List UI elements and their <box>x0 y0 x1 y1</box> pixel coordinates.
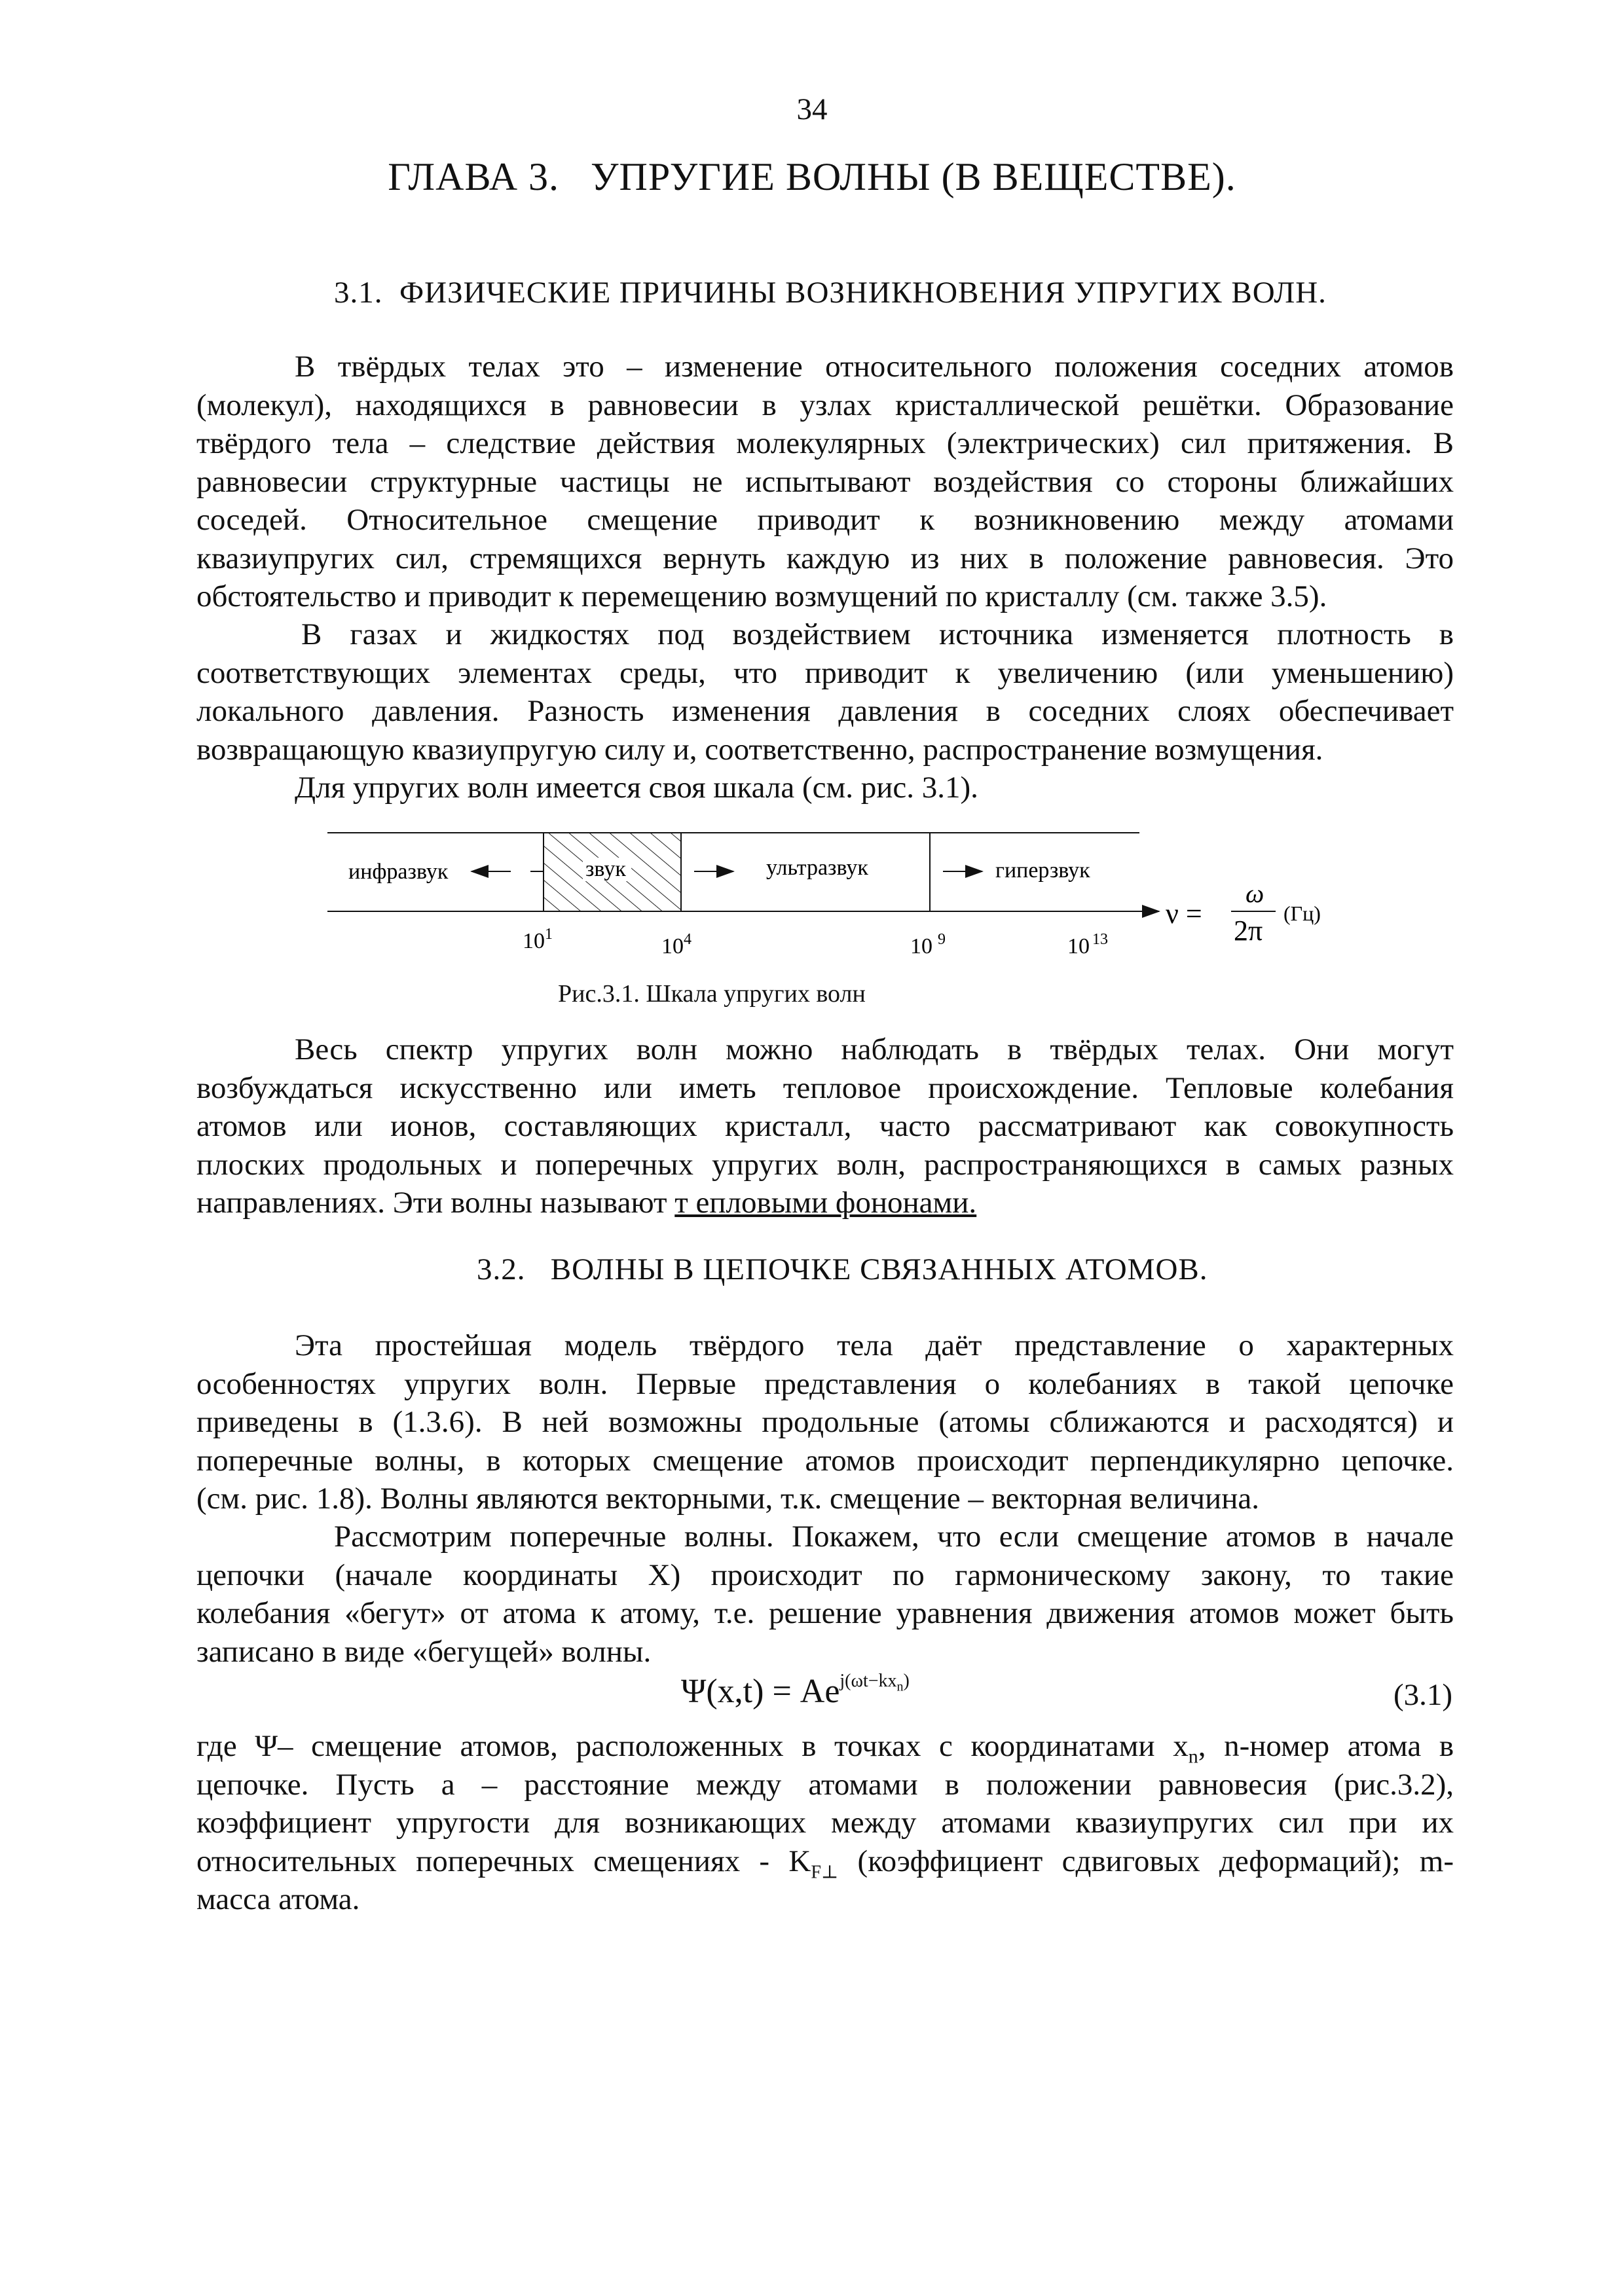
text-line: соответствующих элементах среды, что приводит к увеличению (или уменьшению) <box>196 655 1454 690</box>
figure-caption: Рис.3.1. Шкала упругих волн <box>558 980 866 1008</box>
paragraph-1 <box>196 348 1454 616</box>
text-line: поперечные волны, в которых смещение атомов происходит перпендикулярно цепочке. <box>196 1443 1454 1478</box>
label-infrasound: инфразвук <box>348 860 449 884</box>
text-line: особенностях упругих волн. Первые представления о колебаниях в такой цепочке <box>196 1366 1454 1401</box>
paragraph-7 <box>196 1727 1454 1919</box>
page-number: 34 <box>796 92 828 126</box>
paragraph-4 <box>196 1030 1454 1222</box>
text-line: обстоятельство и приводит к перемещению возмущений по кристаллу (см. также 3.5). <box>196 579 1327 613</box>
tick-label: 10 $^{13}$ <box>1067 931 1108 958</box>
label-ultrasound: ультразвук <box>766 856 868 880</box>
tick-label: 10 $^9$ <box>910 931 946 958</box>
text-line: возвращающую квазиупругую силу и, соответственно, распространение возмущения. <box>196 732 1323 767</box>
text-line: возбуждаться искусственно или иметь тепловое происхождение. Тепловые колебания <box>196 1070 1454 1105</box>
text-line: (см. рис. 1.8). Волны являются векторными, т.к. смещение – векторная величина. <box>196 1482 1259 1516</box>
text-line: Для упругих волн имеется своя шкала (см. рис. 3.1). <box>295 771 978 805</box>
axis-formula-numerator: ω <box>1246 879 1264 908</box>
text-line <box>196 1184 1454 1222</box>
text-line: записано в виде «бегущей» волны. <box>196 1634 652 1669</box>
label-hypersound: гиперзвук <box>995 858 1090 883</box>
chapter-title: ГЛАВА 3. УПРУГИЕ ВОЛНЫ (В ВЕЩЕСТВЕ). <box>388 155 1236 198</box>
text-line: В твёрдых телах это – изменение относительного положения соседних атомов <box>295 350 1454 384</box>
text-line: колебания «бегут» от атома к атому, т.е. решение уравнения движения атомов может быть <box>196 1596 1454 1630</box>
text-line: плоских продольных и поперечных упругих волн, распространяющихся в самых разных <box>196 1147 1454 1182</box>
formula-exponent: j(ωt−kxn) <box>840 1670 910 1694</box>
elastic-wave-scale-figure <box>314 825 1375 989</box>
axis-formula-lhs: ν = <box>1166 898 1202 930</box>
text-line: коэффициент упругости для возникающих между атомами квазиупругих сил при их <box>196 1806 1454 1840</box>
section-title-3-1: 3.1. ФИЗИЧЕСКИЕ ПРИЧИНЫ ВОЗНИКНОВЕНИЯ УПРУГИХ ВОЛН. <box>334 276 1327 310</box>
tick-label: $10^1$ <box>523 926 553 953</box>
tick-label: $10^4$ <box>661 931 692 958</box>
text-span: направлениях. Эти волны называют <box>196 1186 675 1220</box>
text-line: квазиупругих сил, стремящихся вернуть каждую из них в положение равновесия. Это <box>196 541 1454 575</box>
text-line: атомов или ионов, составляющих кристалл, часто рассматривают как совокупность <box>196 1109 1454 1143</box>
paragraph-3 <box>196 769 1454 807</box>
section-title-3-2: 3.2. ВОЛНЫ В ЦЕПОЧКЕ СВЯЗАННЫХ АТОМОВ. <box>477 1252 1208 1286</box>
text-line: Эта простейшая модель твёрдого тела даёт представление о характерных <box>295 1328 1454 1362</box>
formula-lhs: Ψ(x,t) = Ae <box>681 1673 840 1710</box>
paragraph-5 <box>196 1326 1454 1518</box>
text-line: цепочки (начале координаты X) происходит по гармоническому закону, то такие <box>196 1558 1454 1592</box>
axis-formula-denominator: 2π <box>1234 915 1263 947</box>
text-line: Рассмотрим поперечные волны. Покажем, что если смещение атомов в начале <box>334 1520 1454 1554</box>
text-line: Весь спектр упругих волн можно наблюдать в твёрдых телах. Они могут <box>295 1032 1454 1066</box>
axis-formula-unit: (Гц) <box>1283 902 1321 925</box>
text-line: соседей. Относительное смещение приводит к возникновению между атомами <box>196 503 1454 537</box>
formula-number: (3.1) <box>1393 1678 1453 1712</box>
term-thermal-phonons: т епловыми фононами. <box>674 1186 977 1220</box>
text-line: где Ψ– смещение атомов, расположенных в точках с координатами $x_n$, n-номер атома в <box>196 1729 1454 1768</box>
text-line: цепочке. Пусть a – расстояние между атомами в положении равновесия (рис.3.2), <box>196 1767 1454 1802</box>
text-line: относительных поперечных смещениях - $K_{F\perp}$ (коэффициент сдвиговых деформаций); m- <box>196 1844 1454 1882</box>
text-line: В газах и жидкостях под воздействием источника изменяется плотность в <box>301 617 1454 651</box>
text-line: масса атома. <box>196 1882 360 1916</box>
formula-3-1 <box>681 1672 910 1711</box>
text-line: (молекул), находящихся в равновесии в узлах кристаллической решётки. Образование <box>196 388 1454 422</box>
text-line: локального давления. Разность изменения давления в соседних слоях обеспечивает <box>196 694 1454 728</box>
label-sound: звук <box>585 857 626 881</box>
paragraph-6 <box>196 1518 1454 1671</box>
text-line: приведены в (1.3.6). В ней возможны продольные (атомы сближаются и расходятся) и <box>196 1405 1454 1439</box>
paragraph-2 <box>196 615 1454 769</box>
text-line: равновесии структурные частицы не испытывают воздействия со стороны ближайших <box>196 464 1454 499</box>
text-line: твёрдого тела – следствие действия молекулярных (электрических) сил притяжения. В <box>196 426 1454 460</box>
